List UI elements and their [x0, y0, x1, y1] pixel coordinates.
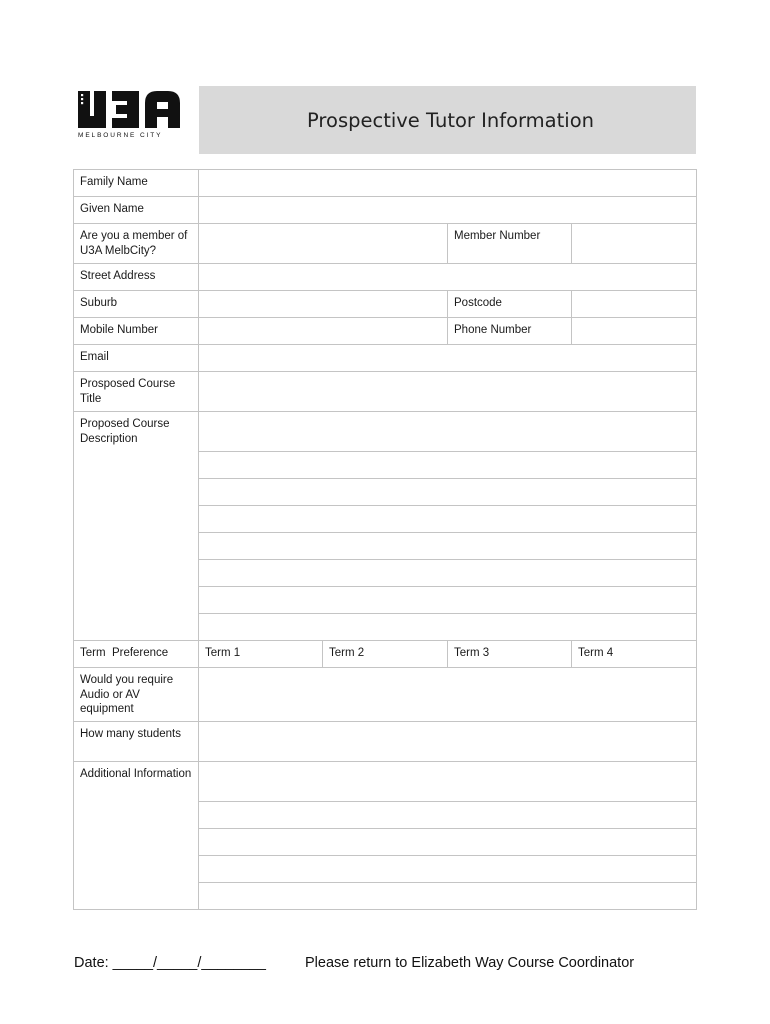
students-question-label: How many students	[74, 722, 199, 762]
postcode-label: Postcode	[448, 291, 572, 318]
email-label: Email	[74, 345, 199, 372]
course-description-line[interactable]	[199, 479, 697, 506]
additional-info-label: Additional Information	[74, 762, 199, 910]
u3a-logo-mark	[75, 88, 185, 130]
member-number-field[interactable]	[572, 224, 697, 264]
students-answer-field[interactable]	[199, 722, 697, 762]
member-question-label: Are you a member of U3A MelbCity?	[74, 224, 199, 264]
term-preference-label: Term Preference	[74, 641, 199, 668]
additional-info-line[interactable]	[199, 762, 697, 802]
course-title-label: Prosposed Course Title	[74, 372, 199, 412]
phone-number-label: Phone Number	[448, 318, 572, 345]
term-4-option[interactable]: Term 4	[572, 641, 697, 668]
additional-info-line[interactable]	[199, 856, 697, 883]
course-description-line[interactable]	[199, 587, 697, 614]
course-description-label: Proposed Course Description	[74, 412, 199, 641]
return-note: Please return to Elizabeth Way Course Coordinator	[305, 955, 635, 971]
given-name-field[interactable]	[199, 197, 697, 224]
family-name-label: Family Name	[74, 170, 199, 197]
phone-number-field[interactable]	[572, 318, 697, 345]
term-3-option[interactable]: Term 3	[448, 641, 572, 668]
street-address-field[interactable]	[199, 264, 697, 291]
member-number-label: Member Number	[448, 224, 572, 264]
email-field[interactable]	[199, 345, 697, 372]
mobile-number-field[interactable]	[199, 318, 448, 345]
u3a-logo	[75, 88, 185, 144]
course-description-line[interactable]	[199, 533, 697, 560]
av-question-label: Would you require Audio or AV equipment	[74, 668, 199, 722]
course-description-line[interactable]	[199, 614, 697, 641]
given-name-label: Given Name	[74, 197, 199, 224]
course-description-line[interactable]	[199, 412, 697, 452]
additional-info-line[interactable]	[199, 829, 697, 856]
date-line[interactable]: Date: _____/_____/________	[74, 955, 266, 971]
course-description-line[interactable]	[199, 452, 697, 479]
tutor-form	[73, 169, 697, 910]
suburb-field[interactable]	[199, 291, 448, 318]
logo-subtext: MELBOURNE CITY	[78, 132, 163, 139]
postcode-field[interactable]	[572, 291, 697, 318]
course-description-line[interactable]	[199, 560, 697, 587]
member-answer-field[interactable]	[199, 224, 448, 264]
course-description-line[interactable]	[199, 506, 697, 533]
family-name-field[interactable]	[199, 170, 697, 197]
street-address-label: Street Address	[74, 264, 199, 291]
term-2-option[interactable]: Term 2	[323, 641, 448, 668]
title-banner	[199, 86, 696, 154]
term-1-option[interactable]: Term 1	[199, 641, 323, 668]
course-title-field[interactable]	[199, 372, 697, 412]
av-answer-field[interactable]	[199, 668, 697, 722]
additional-info-line[interactable]	[199, 883, 697, 910]
mobile-number-label: Mobile Number	[74, 318, 199, 345]
additional-info-line[interactable]	[199, 802, 697, 829]
page-title: Prospective Tutor Information	[307, 108, 594, 132]
suburb-label: Suburb	[74, 291, 199, 318]
